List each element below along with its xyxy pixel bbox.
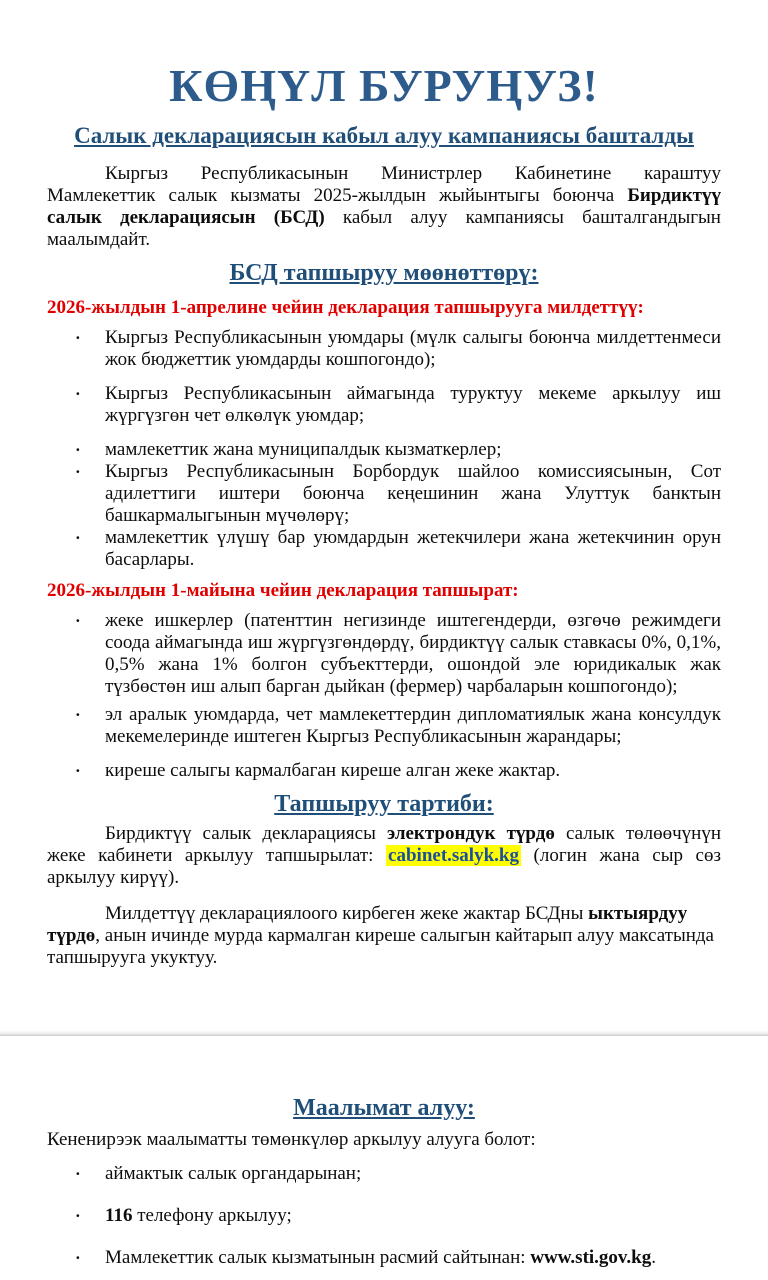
list-item-text: [105, 1205, 721, 1227]
list-item-text: жеке ишкерлер (патенттин негизинде иштегендерди, өзгөчө режимдеги соода аймагында иш жүргүзгөндөрдү, бирдиктүү салык ставкасы 0%, 0,1%, 0,5% жана 1% болгон субъекттерди, ошондой эле юридикалык жак түзбөстөн иш алып барган дыйкан (фермер) чарбаларын кошпогондо);: [105, 609, 721, 697]
list-item: [47, 461, 721, 527]
procedure-bold-electronic: электрондук түрдө: [386, 822, 555, 844]
bullet-icon: ·: [75, 1163, 81, 1183]
voluntary-text-after: , анын ичинде мурда кармалган киреше салыгын кайтарып алуу максатында тапшырууга укуктуу.: [47, 924, 714, 968]
bullet-icon: ·: [75, 610, 81, 630]
list-item-text: Кыргыз Республикасынын уюмдары (мүлк салыгы боюнча милдеттенмеси жок бюджеттик уюмдарды кошпогондо);: [105, 326, 721, 370]
campaign-subtitle: Салык декларациясын кабыл алуу кампаниясы башталды: [74, 122, 694, 148]
intro-bold-bsd: Бирдиктүү салык декларациясын (БСД): [47, 185, 721, 229]
procedure-text-after: (логин жана сыр сөз аркылуу кирүү).: [47, 844, 721, 888]
info-item-after: телефону аркылуу;: [132, 1204, 292, 1226]
list-item-text: [105, 1247, 721, 1269]
page-title: КӨҢҮЛ БУРУҢУЗ!: [169, 60, 599, 111]
page-break-divider: [0, 1031, 768, 1036]
bullet-icon: ·: [75, 704, 81, 724]
list-item-text: мамлекеттик үлүшү бар уюмдардын жетекчилери жана жетекчинин орун басарлары.: [105, 526, 721, 570]
bullet-icon: ·: [75, 461, 81, 481]
info-item-bold-116: 116: [105, 1204, 133, 1226]
bullet-icon: ·: [75, 760, 81, 780]
cabinet-salyk-link[interactable]: cabinet.salyk.kg: [388, 844, 519, 866]
list-item: [47, 1247, 721, 1269]
bullet-icon: ·: [75, 527, 81, 547]
procedure-paragraph-1: [47, 823, 721, 889]
info-item-text: аймактык салык органдарынан;: [105, 1162, 362, 1184]
intro-paragraph: [47, 163, 721, 251]
deadline-list-april: [47, 327, 721, 571]
procedure-text-mid: салык төлөөчүнүн жеке кабинети аркылуу тапшырылат:: [47, 822, 721, 866]
list-item: [47, 1163, 721, 1185]
list-item: [47, 1205, 721, 1227]
info-item-after: .: [651, 1246, 656, 1268]
voluntary-bold: ыктыярдуу түрдө: [47, 902, 688, 946]
list-item-text: эл аралык уюмдарда, чет мамлекеттердин дипломатиялык жана консулдук мекемелеринде иштеген Кыргыз Республикасынын жарандары;: [105, 703, 721, 747]
list-item: [47, 610, 721, 698]
list-item-text: киреше салыгы кармалбаган киреше алган жеке жактар.: [105, 759, 561, 781]
info-list: [47, 1163, 721, 1269]
bullet-icon: ·: [75, 1247, 81, 1267]
deadline-list-may: [47, 610, 721, 782]
list-item: [47, 327, 721, 371]
list-item-text: [105, 1163, 721, 1185]
intro-text-before: Кыргыз Республикасынын Министрлер Кабинетине караштуу Мамлекеттик салык кызматы 2025-жылдын жыйынтыгы боюнча: [47, 163, 721, 207]
section-heading-procedure: Тапшыруу тартиби:: [274, 790, 494, 817]
list-item: [47, 704, 721, 748]
list-item: [47, 439, 721, 461]
info-lead-text: Кененирээк маалыматты төмөнкүлөр аркылуу алууга болот:: [47, 1128, 536, 1150]
voluntary-text-before: Милдеттүү декларациялоого кирбеген жеке жактар БСДны: [105, 902, 589, 924]
procedure-paragraph-2: [47, 903, 721, 969]
list-item-text: Кыргыз Республикасынын Борбордук шайлоо комиссиясынын, Сот адилеттиги иштери боюнча кеңешинин жана Улуттук банктын башкармалыгынын мүчөлөрү;: [105, 460, 721, 526]
bullet-icon: ·: [75, 327, 81, 347]
list-item-text: мамлекеттик жана муниципалдык кызматкерлер;: [105, 438, 502, 460]
bullet-icon: ·: [75, 439, 81, 459]
info-item-text: Мамлекеттик салык кызматынын расмий сайтынан:: [105, 1246, 531, 1268]
bullet-icon: ·: [75, 383, 81, 403]
deadline-heading-april: 2026-жылдын 1-апрелине чейин декларация тапшырууга милдеттүү:: [47, 296, 644, 318]
deadline-heading-may: 2026-жылдын 1-майына чейин декларация тапшырат:: [47, 579, 519, 601]
list-item-text: Кыргыз Республикасынын аймагында туруктуу мекеме аркылуу иш жүргүзгөн чет өлкөлүк уюмдар;: [105, 382, 721, 426]
procedure-text-before: Бирдиктүү салык декларациясы: [105, 822, 387, 844]
list-item: [47, 527, 721, 571]
intro-text-after: кабыл алуу кампаниясы башталгандыгын маалымдайт.: [47, 207, 721, 251]
sti-gov-kg-text: www.sti.gov.kg: [530, 1246, 652, 1268]
bullet-icon: ·: [75, 1205, 81, 1225]
list-item: [47, 383, 721, 427]
section-heading-info: Маалымат алуу:: [293, 1094, 475, 1121]
list-item: [47, 760, 721, 782]
section-heading-deadlines: БСД тапшыруу мөөнөттөрү:: [229, 260, 539, 287]
